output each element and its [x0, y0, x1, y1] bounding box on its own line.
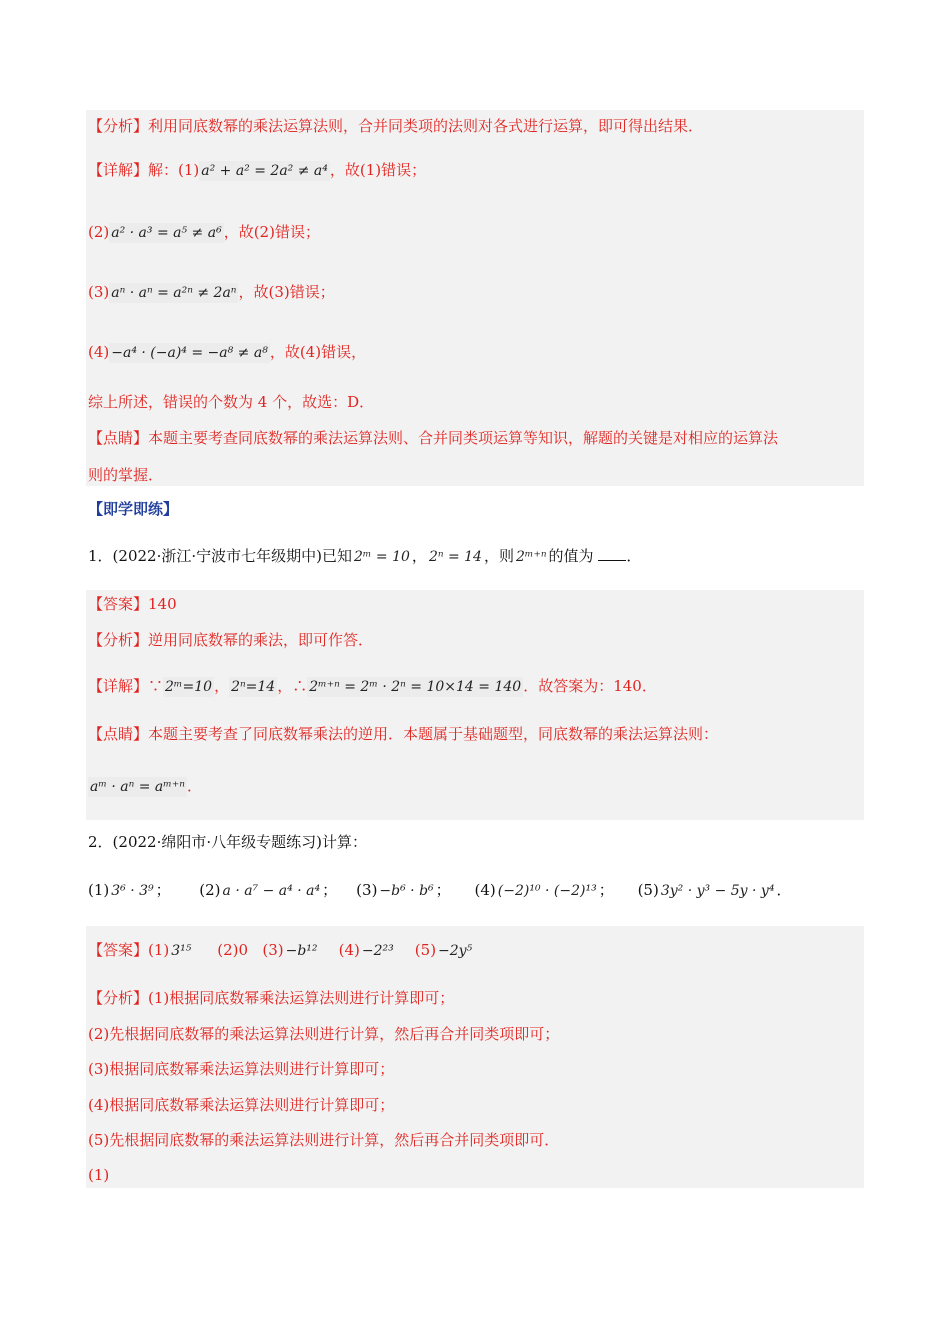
- question-text: 的值为: [548, 547, 594, 565]
- answer-item: (2)0: [217, 941, 249, 959]
- math-expr: (−2)¹⁰ · (−2)¹³: [497, 883, 597, 899]
- math-expr: 2ᵐ⁺ⁿ: [515, 549, 547, 565]
- question-1: [88, 546, 641, 567]
- separator: ．: [776, 881, 792, 899]
- math-expr: 2ᵐ⁺ⁿ = 2ᵐ · 2ⁿ = 10×14 = 140: [309, 679, 522, 695]
- comment-text-2: 则的掌握．: [88, 466, 164, 484]
- answer-text: 【答案】140: [88, 595, 177, 613]
- analysis-text: 【分析】利用同底数幂的乘法运算法则，合并同类项的法则对各式进行运算，即可得出结果．: [88, 117, 704, 135]
- item-suffix: ，故(4)错误，: [269, 343, 367, 361]
- separator: ，: [411, 547, 427, 565]
- detail-line-1: [88, 160, 426, 181]
- math-expr: a² + a² = 2a² ≠ a⁴: [201, 163, 328, 179]
- item-label: (3): [262, 941, 284, 959]
- detail-prefix: 【详解】∵: [88, 677, 164, 695]
- analysis-text-1: 【分析】(1)根据同底数幂乘法运算法则进行计算即可；: [88, 989, 455, 1007]
- item-label: (2): [199, 881, 221, 899]
- question-text: 1．(2022·浙江·宁波市七年级期中)已知: [88, 547, 352, 565]
- detail-line-3: [88, 282, 335, 303]
- math-expr: 2ᵐ=10: [165, 679, 213, 695]
- separator: ；: [155, 881, 171, 899]
- item-label: (3): [88, 283, 110, 301]
- math-expr: aᵐ · aⁿ = aᵐ⁺ⁿ: [90, 779, 185, 795]
- item-label: (4): [474, 881, 496, 899]
- question-2-title: 2．(2022·绵阳市·八年级专题练习)计算：: [88, 833, 367, 851]
- summary-text: 综上所述，错误的个数为 4 个，故选：D．: [88, 393, 375, 411]
- formula-end: ．: [186, 777, 202, 795]
- item-label: (1): [88, 881, 110, 899]
- question-end: ．: [626, 547, 642, 565]
- separator: ，: [214, 677, 230, 695]
- formula-line: [88, 776, 202, 797]
- detail-line: [88, 676, 657, 697]
- analysis-text-4: (4)根据同底数幂乘法运算法则进行计算即可；: [88, 1096, 395, 1114]
- detail-prefix: 【详解】解：(1): [88, 161, 200, 179]
- item-label: (2): [88, 223, 110, 241]
- solution-block-2: [86, 590, 864, 820]
- math-expr: 2ⁿ = 14: [428, 549, 482, 565]
- math-expr: 2ⁿ=14: [231, 679, 276, 695]
- answer-label: 【答案】(1): [88, 941, 170, 959]
- math-expr: a · a⁷ − a⁴ · a⁴: [222, 883, 321, 899]
- answer-line: [88, 940, 474, 961]
- math-expr: 3y² · y³ − 5y · y⁴: [660, 883, 775, 899]
- comment-text: 【点睛】本题主要考查了同底数幂乘法的逆用．本题属于基础题型，同底数幂的乘法运算法则：: [88, 725, 719, 743]
- detail-suffix: ，故(1)错误；: [329, 161, 427, 179]
- section-title: 【即学即练】: [88, 500, 179, 518]
- separator: ；: [322, 881, 338, 899]
- item-suffix: ，故(2)错误；: [223, 223, 320, 241]
- question-2-items: [88, 880, 791, 901]
- math-expr: −b⁶ · b⁶: [379, 883, 434, 899]
- analysis-text: 【分析】逆用同底数幂的乘法，即可作答．: [88, 631, 374, 649]
- answer-blank: [598, 548, 626, 561]
- analysis-text-3: (3)根据同底数幂乘法运算法则进行计算即可；: [88, 1060, 395, 1078]
- solution-start: (1): [88, 1166, 110, 1184]
- math-expr: 3⁶ · 3⁹: [111, 883, 154, 899]
- math-expr: −b¹²: [285, 943, 318, 959]
- math-expr: −a⁴ · (−a)⁴ = −a⁸ ≠ a⁸: [111, 345, 268, 361]
- item-label: (4): [88, 343, 110, 361]
- separator: ；: [598, 881, 614, 899]
- analysis-text-2: (2)先根据同底数幂的乘法运算法则进行计算，然后再合并同类项即可；: [88, 1025, 560, 1043]
- math-expr: −2²³: [361, 943, 394, 959]
- detail-line-2: [88, 222, 320, 243]
- item-suffix: ，故(3)错误；: [238, 283, 335, 301]
- analysis-text-5: (5)先根据同底数幂的乘法运算法则进行计算，然后再合并同类项即可．: [88, 1131, 560, 1149]
- separator: ，∴: [277, 677, 308, 695]
- detail-line-4: [88, 342, 366, 363]
- detail-suffix: ．故答案为：140．: [523, 677, 657, 695]
- math-expr: −2y⁵: [438, 943, 473, 959]
- math-expr: aⁿ · aⁿ = a²ⁿ ≠ 2aⁿ: [111, 285, 237, 301]
- question-text: ，则: [483, 547, 514, 565]
- item-label: (3): [356, 881, 378, 899]
- item-label: (5): [414, 941, 437, 959]
- math-expr: 3¹⁵: [171, 943, 192, 959]
- math-expr: 2ᵐ = 10: [353, 549, 410, 565]
- separator: ；: [435, 881, 451, 899]
- math-expr: a² · a³ = a⁵ ≠ a⁶: [111, 225, 222, 241]
- item-label: (4): [338, 941, 360, 959]
- item-label: (5): [637, 881, 659, 899]
- comment-text-1: 【点睛】本题主要考查同底数幂的乘法运算法则、合并同类项运算等知识，解题的关键是对相应的运算法: [88, 429, 779, 447]
